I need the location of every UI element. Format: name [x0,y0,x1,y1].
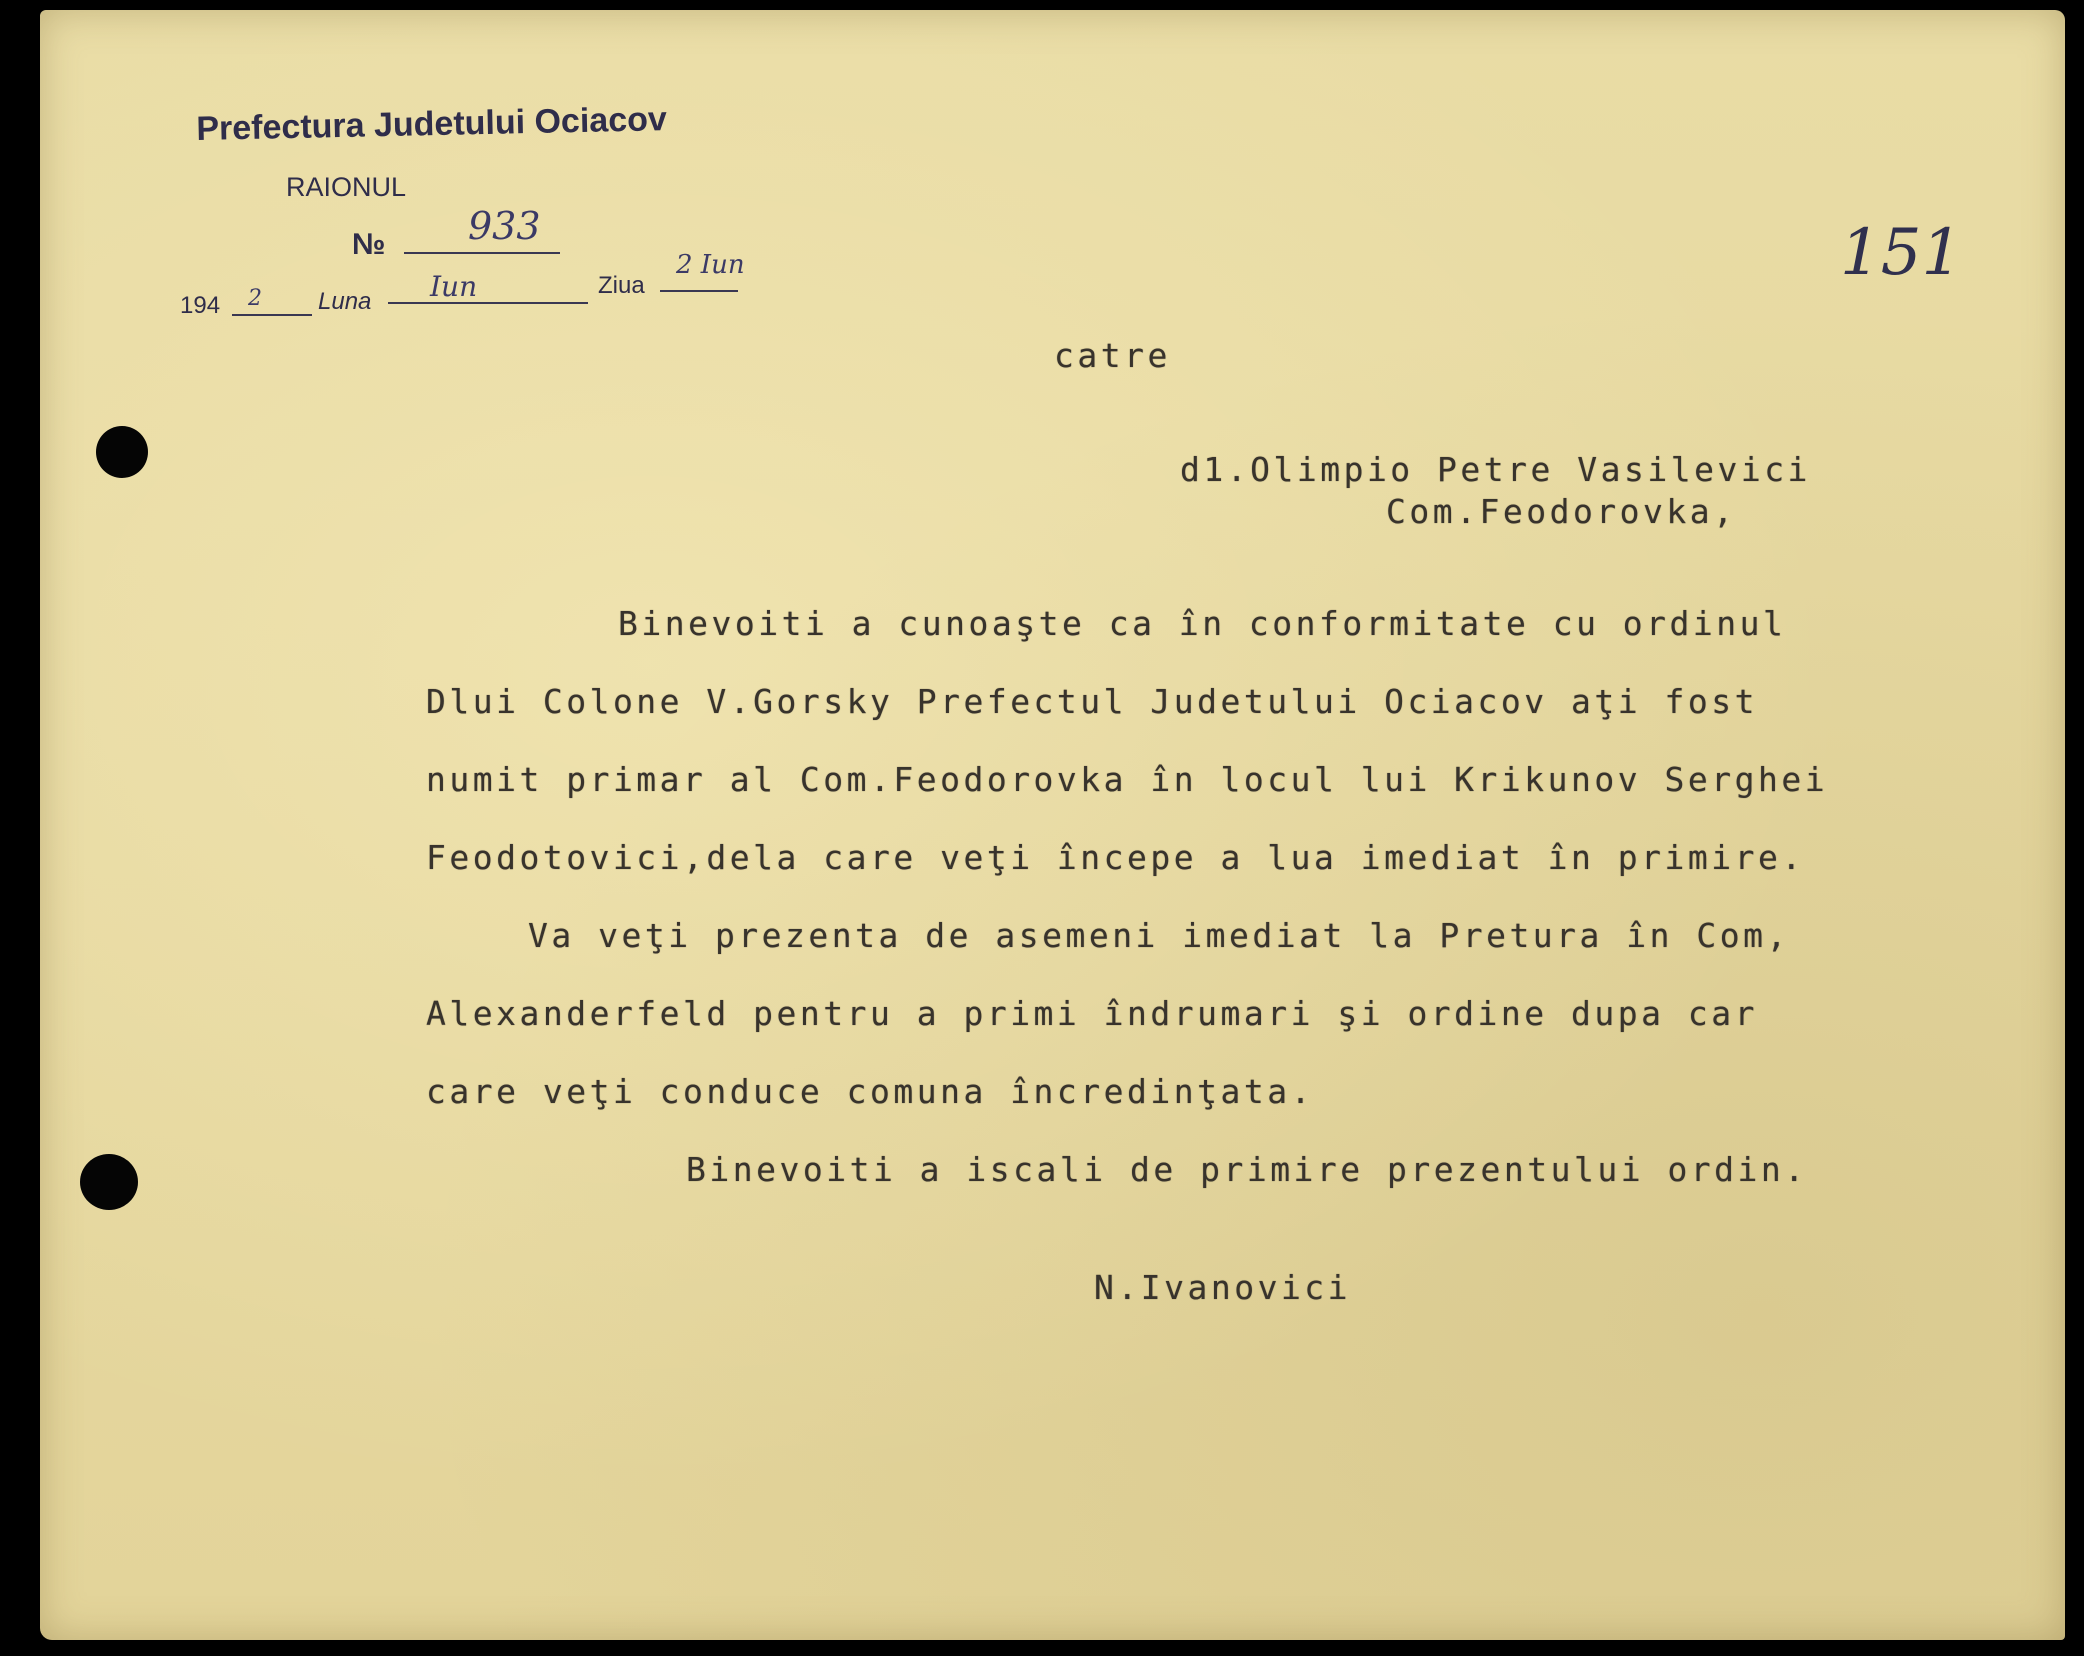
handwritten-month: Iun [430,270,478,303]
letter-body-line: numit primar al Com.Feodorovka în locul lui Krikunov Serghei [426,760,1829,799]
letter-recipient-name: d1.Olimpio Petre Vasilevici [1180,450,1811,489]
stamp-number-label: № [352,228,386,261]
paper-sheet [40,10,2065,1640]
handwritten-year-digit: 2 [248,286,262,311]
stamp-prefecture-title: Prefectura Judetului Ociacov [196,100,668,148]
punch-hole-bottom [80,1154,138,1210]
stamp-day-line [660,290,738,292]
letter-body-line: Dlui Colone V.Gorsky Prefectul Judetului Ociacov aţi fost [426,682,1758,721]
stamp-number-line [404,252,560,254]
letter-recipient-commune: Com.Feodorovka, [1386,492,1737,531]
handwritten-registry-number: 933 [468,204,541,248]
letter-signature: N.Ivanovici [1094,1268,1352,1307]
letter-body-line: Va veţi prezenta de asemeni imediat la Pretura în Com, [528,916,1790,955]
letter-to-label: catre [1054,336,1171,375]
stamp-month-line [388,302,588,304]
stamp-year-line [232,314,312,316]
stamp-year-prefix: 194 [180,292,221,319]
handwritten-day: 2 Iun [676,250,745,280]
stamp-month-label: Luna [318,288,372,315]
letter-body-line: Binevoiti a iscali de primire prezentului ordin. [686,1150,1808,1189]
letter-body-line: Binevoiti a cunoaşte ca în conformitate cu ordinul [618,604,1787,643]
handwritten-folio-number: 151 [1840,216,1963,290]
stamp-day-label: Ziua [598,272,645,299]
letter-body-line: Alexanderfeld pentru a primi îndrumari şi ordine dupa car [426,994,1758,1033]
letter-body-line: Feodotovici,dela care veţi începe a lua imediat în primire. [426,838,1805,877]
punch-hole-top [96,426,148,478]
letter-body-line: care veţi conduce comuna încredinţata. [426,1072,1314,1111]
stamp-raion-label: RAIONUL [286,172,407,202]
